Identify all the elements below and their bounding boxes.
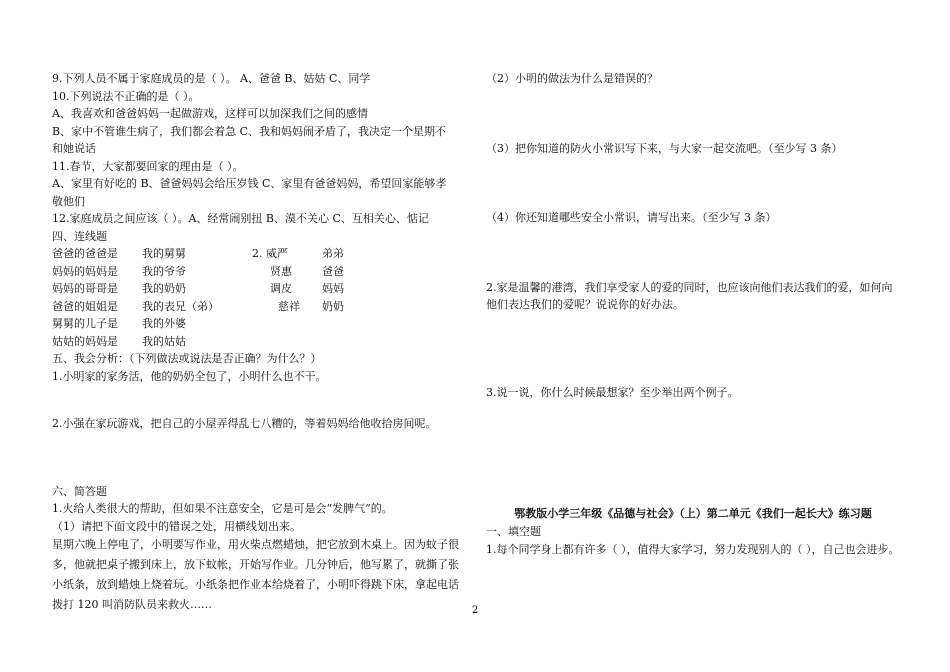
match-cell: 妈妈的哥哥是 (52, 282, 118, 295)
section-6-heading: 六、简答题 (52, 484, 107, 498)
section-4-heading: 四、连线题 (52, 229, 107, 243)
match-cell: 奶奶 (322, 299, 344, 313)
match-cell: 爸爸的姐姐是 (52, 299, 118, 313)
match-cell: 我的姑姑 (142, 334, 186, 348)
match-cell: 我的奶奶 (142, 282, 186, 295)
match-cell: 舅舅的儿子是 (52, 317, 118, 330)
analysis-1: 1.小明家的家务活，他的奶奶全包了，小明什么也不干。 (52, 369, 327, 383)
match-cell (252, 315, 322, 333)
match-row (52, 245, 466, 263)
match-cell: 我的爷爷 (142, 264, 186, 278)
match-cell: 2. 威严 (252, 247, 288, 260)
question-11-options: A、家里有好吃的 B、爸爸妈妈会给压岁钱 C、家里有爸爸妈妈，希望回家能够孝 (52, 177, 447, 190)
match-cell: 我的表兄（弟） (142, 299, 219, 313)
match-cell (322, 333, 402, 351)
match-cell (252, 333, 322, 351)
page-number: 2 (471, 605, 479, 616)
question-9: 9.下列人员不属于家庭成员的是（ ）。 A、爸爸 B、姑姑 C、同学 (52, 72, 371, 85)
short-answer-2: 2.家是温馨的港湾，我们享受家人的爱的同时，也应该向他们表达我们的爱，如何向他们表达我们的爱呢？说说你的好办法。 (486, 280, 893, 311)
short-answer-3: 3.说一说，你什么时候最想家？至少举出两个例子。 (486, 385, 739, 399)
match-row (52, 333, 466, 351)
short-answer-1-part-4: （4）你还知道哪些安全小常识，请写出来。（至少写 3 条） (486, 211, 777, 224)
match-cell: 妈妈的妈妈是 (52, 264, 118, 278)
left-column (52, 70, 466, 615)
match-cell: 弟弟 (322, 247, 344, 260)
match-cell: 我的舅舅 (142, 247, 186, 260)
short-answer-1-part-2: （2）小明的做法为什么是错误的？ (486, 72, 658, 85)
match-cell: 爸爸 (322, 264, 344, 278)
question-11: 11.春节，大家都要回家的理由是（ ）。 (52, 159, 244, 173)
short-answer-1-sub: （1）请把下面文段中的错误之处，用横线划出来。 (52, 519, 301, 533)
section-5-heading: 五、我会分析：（下列做法或说法是否正确？为什么？） (52, 352, 322, 365)
worksheet-title: 鄂教版小学三年级《品德与社会》（上）第二单元《我们一起长大》练习题 (514, 507, 872, 520)
matching-table (52, 245, 466, 350)
fill-in-section-heading: 一、填空题 (486, 524, 541, 538)
question-10: 10.下列说法不正确的是（ ）。 (52, 89, 200, 103)
short-answer-1-passage: 星期六晚上停电了，小明要写作业，用火柴点燃蜡烛，把它放到木桌上。因为蚊子很多，他就把桌子搬到床上，放下蚊帐，开始写作业。几分钟后，他写累了，就撕了张小纸条，放到蜡烛上烧着玩。小纸条把作业本给烧着了，小明吓得跳下床，拿起电话拨打 120 叫消防队员来救火…… (52, 538, 459, 611)
match-row (52, 280, 466, 298)
short-answer-1: 1.火给人类很大的帮助，但如果不注意安全，它是可是会“发脾气”的。 (52, 502, 393, 515)
match-cell: 爸爸的爸爸是 (52, 247, 118, 260)
match-cell: 我的外婆 (142, 317, 186, 330)
match-cell: 调皮 (270, 282, 292, 295)
match-cell: 慈祥 (278, 299, 300, 313)
match-row (52, 315, 466, 333)
fill-in-1: 1.每个同学身上都有许多（ ），值得大家学习，努力发现别人的（ ），自己也会进步。 (486, 543, 900, 556)
right-column (486, 70, 900, 560)
question-10-option-a: A、我喜欢和爸爸妈妈一起做游戏，这样可以加深我们之间的感情 (52, 107, 368, 120)
question-11-options-cont: 敬他们 (52, 194, 85, 208)
match-cell (322, 315, 402, 333)
short-answer-1-part-3: （3）把你知道的防火小常识写下来，与大家一起交流吧。（至少写 3 条） (486, 141, 843, 155)
question-10-option-b: B、家中不管谁生病了，我们都会着急 C、我和妈妈闹矛盾了，我决定一个星期不 (52, 124, 446, 138)
match-cell: 贤惠 (270, 264, 292, 278)
question-10-option-b-cont: 和她说话 (52, 142, 96, 155)
match-cell: 姑姑的妈妈是 (52, 334, 118, 348)
question-12: 12.家庭成员之间应该（ ）。A、经常闹别扭 B、漠不关心 C、互相关心、惦记 (52, 212, 429, 225)
match-row (52, 298, 466, 316)
analysis-2: 2.小强在家玩游戏，把自己的小屋弄得乱七八糟的，等着妈妈给他收拾房间呢。 (52, 417, 437, 430)
match-cell: 妈妈 (322, 282, 344, 295)
match-row (52, 263, 466, 281)
